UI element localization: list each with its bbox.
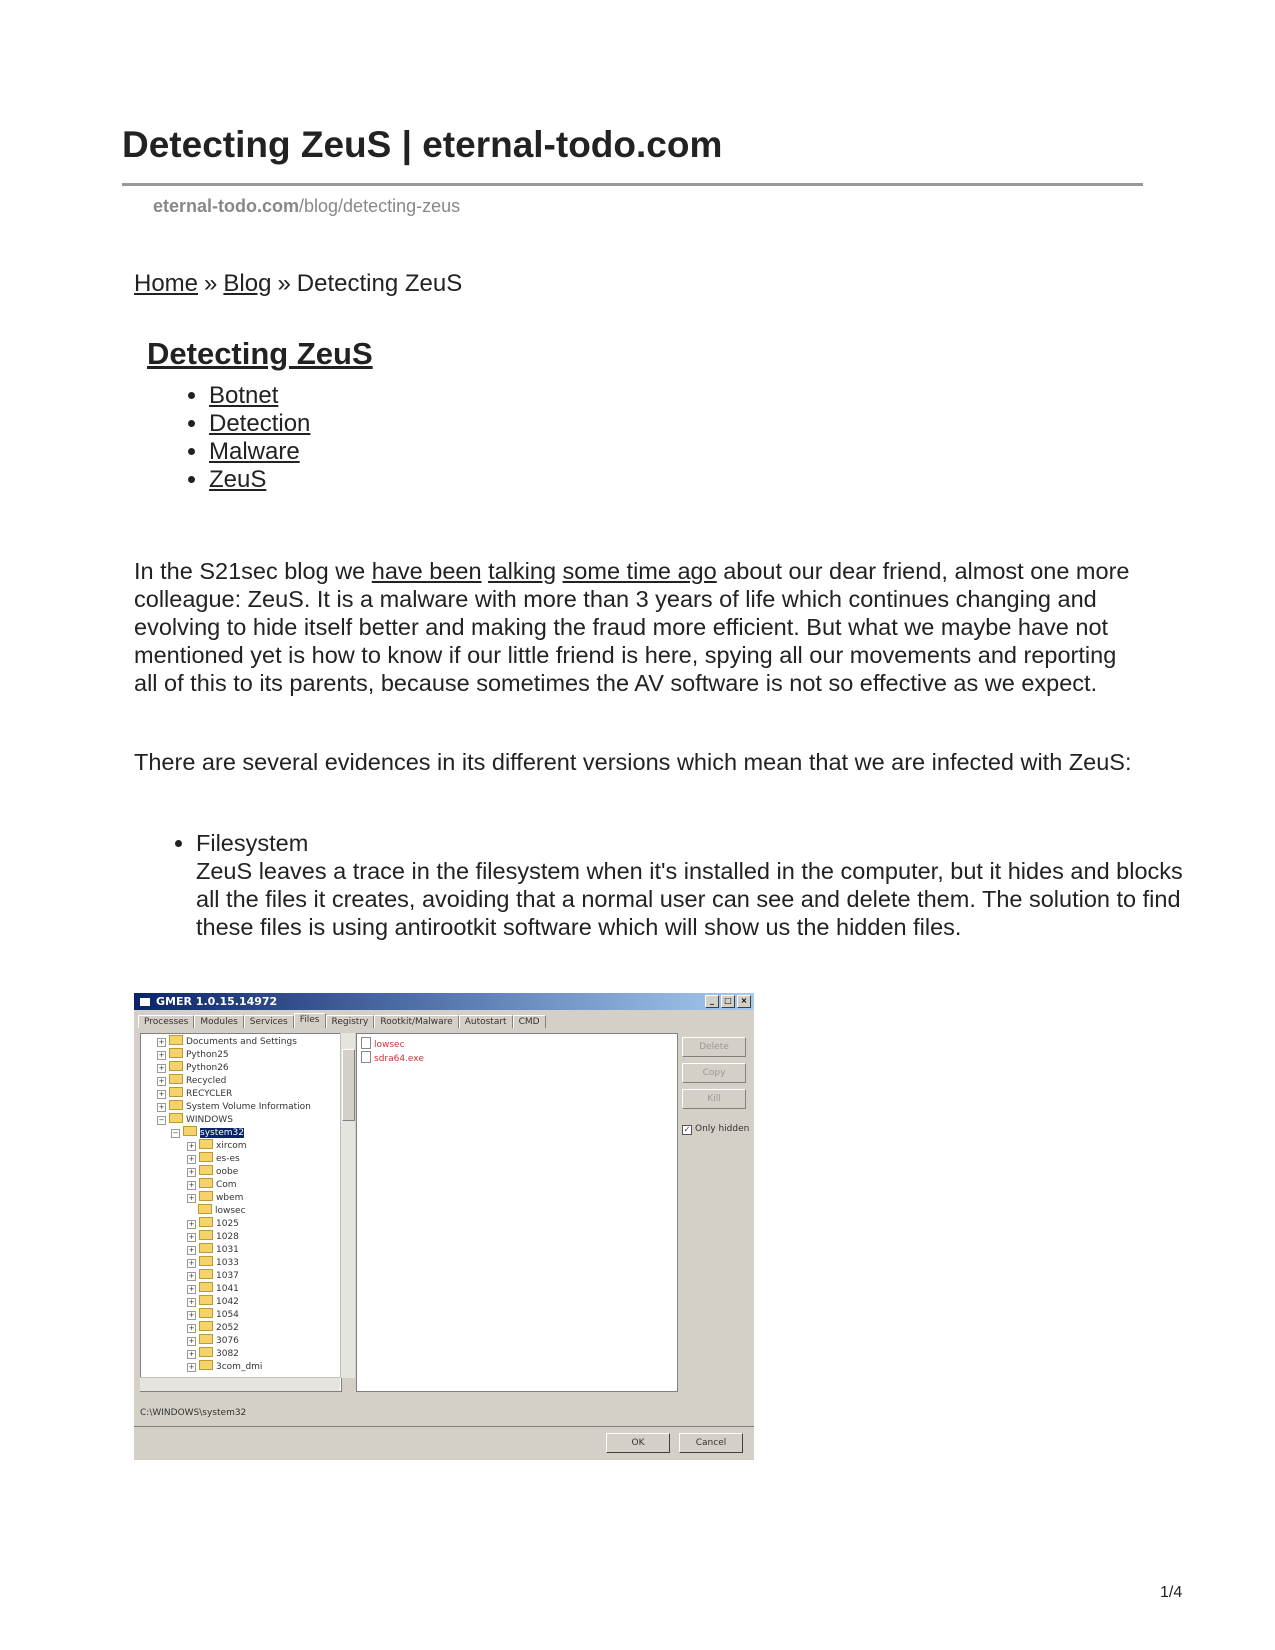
- tree-node: [187, 1178, 237, 1192]
- url-domain: eternal-todo.com: [153, 196, 300, 216]
- collapse-icon: −: [172, 1129, 179, 1137]
- collapse-icon: −: [158, 1116, 165, 1124]
- expand-icon: +: [188, 1298, 195, 1306]
- ok-button: OK: [606, 1433, 670, 1453]
- file-icon: [361, 1051, 371, 1063]
- expand-icon: +: [188, 1363, 195, 1371]
- tag-item: [209, 410, 310, 438]
- evidence-item: [196, 829, 1196, 941]
- source-url[interactable]: [153, 196, 460, 217]
- expand-icon: +: [158, 1090, 165, 1098]
- tree-node: [187, 1321, 239, 1335]
- tag-link-botnet[interactable]: Botnet: [209, 382, 279, 409]
- expand-icon: +: [158, 1103, 165, 1111]
- text-span: In the S21sec blog we: [134, 558, 372, 584]
- tag-item: [209, 382, 310, 410]
- tree-node: [187, 1295, 239, 1309]
- current-path: C:\WINDOWS\system32: [140, 1408, 247, 1418]
- scrollbar-thumb: [342, 1049, 355, 1121]
- folder-icon: [169, 1113, 183, 1123]
- tree-label: Python25: [186, 1050, 229, 1060]
- tree-label: Recycled: [186, 1076, 227, 1086]
- tree-node: [171, 1126, 244, 1140]
- expand-icon: +: [158, 1051, 165, 1059]
- tree-node: [157, 1035, 297, 1049]
- window-controls: [705, 995, 751, 1008]
- file-label: sdra64.exe: [374, 1054, 424, 1064]
- hidden-file-item: [361, 1051, 424, 1064]
- tree-label: RECYCLER: [186, 1089, 233, 1099]
- expand-icon: +: [188, 1220, 195, 1228]
- tree-label: oobe: [216, 1167, 239, 1177]
- folder-icon: [199, 1360, 213, 1370]
- folder-icon: [169, 1087, 183, 1097]
- tab-cmd: CMD: [513, 1015, 546, 1028]
- tree-label: xircom: [216, 1141, 247, 1151]
- tree-node: [187, 1347, 239, 1361]
- gmer-titlebar: [134, 993, 754, 1010]
- hidden-files-list: [356, 1033, 678, 1392]
- folder-icon: [199, 1308, 213, 1318]
- tree-label: Com: [216, 1180, 237, 1190]
- expand-icon: +: [188, 1350, 195, 1358]
- delete-button: Delete: [682, 1037, 746, 1057]
- tag-item: [209, 438, 310, 466]
- tree-node: [187, 1282, 239, 1296]
- tree-node: [187, 1191, 243, 1205]
- folder-icon: [199, 1165, 213, 1175]
- expand-icon: +: [188, 1272, 195, 1280]
- tree-node: [187, 1217, 239, 1231]
- checkmark-icon: ✓: [683, 1125, 691, 1134]
- tree-node: [187, 1256, 239, 1270]
- tree-label: 1054: [216, 1310, 239, 1320]
- talking-link[interactable]: talking: [488, 558, 557, 584]
- tree-label: Python26: [186, 1063, 229, 1073]
- expand-icon: +: [188, 1246, 195, 1254]
- title-divider: [122, 183, 1143, 186]
- tag-link-detection[interactable]: Detection: [209, 410, 311, 437]
- tree-node: [157, 1100, 311, 1114]
- tag-link-malware[interactable]: Malware: [209, 438, 300, 465]
- tree-node: [187, 1360, 262, 1374]
- tab-processes: Processes: [138, 1015, 194, 1028]
- folder-icon: [169, 1074, 183, 1084]
- folder-icon: [169, 1100, 183, 1110]
- article-title[interactable]: Detecting ZeuS: [147, 336, 373, 371]
- gmer-screenshot: [134, 993, 754, 1460]
- tree-horizontal-scrollbar: [140, 1377, 340, 1391]
- folder-file-icon: [361, 1037, 371, 1049]
- only-hidden-checkbox: [682, 1124, 749, 1135]
- page-number: 1/4: [1160, 1584, 1183, 1601]
- tree-node: [198, 1204, 246, 1218]
- tab-files: Files: [294, 1013, 326, 1028]
- folder-icon: [169, 1061, 183, 1071]
- tree-node: [187, 1230, 239, 1244]
- expand-icon: +: [188, 1337, 195, 1345]
- tag-list: [163, 382, 310, 494]
- tree-label: 1025: [216, 1219, 239, 1229]
- folder-tree: [140, 1033, 342, 1392]
- tree-node: [157, 1074, 226, 1088]
- expand-icon: +: [158, 1064, 165, 1072]
- tab-modules: Modules: [194, 1015, 243, 1028]
- tree-label: wbem: [216, 1193, 244, 1203]
- some-time-ago-link[interactable]: some time ago: [562, 558, 717, 584]
- tag-link-zeus[interactable]: ZeuS: [209, 466, 267, 493]
- tree-label: 3082: [216, 1349, 239, 1359]
- evidence-title: Filesystem: [196, 830, 309, 856]
- breadcrumb-separator: »: [204, 270, 218, 297]
- folder-icon: [199, 1152, 213, 1162]
- tree-node: [157, 1087, 232, 1101]
- evidence-intro-paragraph: There are several evidences in its different versions which mean that we are infected with ZeuS:: [134, 749, 1132, 775]
- folder-icon: [198, 1204, 212, 1214]
- tree-label: 1028: [216, 1232, 239, 1242]
- copy-button: Copy: [682, 1063, 746, 1083]
- folder-icon: [199, 1243, 213, 1253]
- expand-icon: +: [158, 1077, 165, 1085]
- folder-icon: [199, 1321, 213, 1331]
- gmer-window-title: GMER 1.0.15.14972: [156, 995, 278, 1008]
- close-icon: ×: [737, 995, 751, 1008]
- tree-node: [187, 1243, 239, 1257]
- expand-icon: +: [188, 1142, 195, 1150]
- expand-icon: +: [188, 1285, 195, 1293]
- tree-label: 3076: [216, 1336, 239, 1346]
- tree-label: es-es: [216, 1154, 240, 1164]
- kill-button: Kill: [682, 1089, 746, 1109]
- breadcrumb-separator: »: [277, 270, 291, 297]
- tab-services: Services: [244, 1015, 294, 1028]
- evidence-list: [148, 829, 1196, 941]
- tree-label-selected: system32: [200, 1128, 244, 1138]
- tab-rootkit-malware: Rootkit/Malware: [374, 1015, 458, 1028]
- tree-node: [187, 1308, 239, 1322]
- tree-label: 2052: [216, 1323, 239, 1333]
- tag-item: [209, 466, 310, 494]
- hidden-file-item: [361, 1037, 405, 1050]
- folder-icon: [183, 1126, 197, 1136]
- have-been-link[interactable]: have been: [371, 558, 482, 584]
- folder-icon: [199, 1191, 213, 1201]
- tree-node: [187, 1165, 238, 1179]
- page-title: Detecting ZeuS | eternal-todo.com: [122, 124, 723, 165]
- tree-node: [157, 1061, 229, 1075]
- expand-icon: +: [188, 1181, 195, 1189]
- file-label: lowsec: [374, 1040, 405, 1050]
- expand-icon: +: [188, 1155, 195, 1163]
- tab-registry: Registry: [326, 1015, 375, 1028]
- folder-icon: [169, 1035, 183, 1045]
- folder-icon: [199, 1269, 213, 1279]
- breadcrumb: [134, 270, 462, 298]
- gmer-tabs: [138, 1015, 546, 1028]
- evidence-text: ZeuS leaves a trace in the filesystem when it's installed in the computer, but it hides and blocks all the files it creates, avoiding that a normal user can see and delete them. The solution to find these files is using antirootkit software which will show us the hidden files.: [196, 858, 1183, 940]
- tree-label: System Volume Information: [186, 1102, 311, 1112]
- tree-label: 1042: [216, 1297, 239, 1307]
- expand-icon: +: [158, 1038, 165, 1046]
- tree-node: [187, 1334, 239, 1348]
- breadcrumb-blog-link[interactable]: Blog: [223, 270, 272, 297]
- folder-icon: [199, 1139, 213, 1149]
- breadcrumb-current: Detecting ZeuS: [296, 270, 463, 297]
- expand-icon: +: [188, 1194, 195, 1202]
- tree-node: [187, 1269, 239, 1283]
- expand-icon: +: [188, 1311, 195, 1319]
- tree-label: 1033: [216, 1258, 239, 1268]
- tree-node: [157, 1113, 233, 1127]
- breadcrumb-home-link[interactable]: Home: [134, 270, 199, 297]
- tab-autostart: Autostart: [459, 1015, 513, 1028]
- tree-vertical-scrollbar: [340, 1033, 355, 1378]
- folder-icon: [169, 1048, 183, 1058]
- tree-node: [157, 1048, 229, 1062]
- folder-icon: [199, 1256, 213, 1266]
- tree-label: Documents and Settings: [186, 1037, 297, 1047]
- tree-label: 1041: [216, 1284, 239, 1294]
- expand-icon: +: [188, 1259, 195, 1267]
- tree-label: lowsec: [215, 1206, 246, 1216]
- divider: [134, 1426, 754, 1427]
- url-path: /blog/detecting-zeus: [299, 196, 461, 216]
- text-span: about our dear friend, almost one more colleague: ZeuS. It is a malware with more than 3 years of life which continues changing and evolving to hide itself better and making the fraud more efficient. But what we maybe have not mentioned yet is how to know if our little friend is here, spying all our movements and reporting all of this to its parents, because sometimes the AV software is not so effective as we expect.: [134, 558, 1130, 696]
- app-icon: [140, 998, 150, 1006]
- tree-node: [187, 1152, 240, 1166]
- tree-label: 1037: [216, 1271, 239, 1281]
- minimize-icon: _: [705, 995, 719, 1008]
- intro-paragraph: [134, 557, 1144, 697]
- folder-icon: [199, 1282, 213, 1292]
- tree-node: [187, 1139, 247, 1153]
- expand-icon: +: [188, 1233, 195, 1241]
- checkbox-label: Only hidden: [695, 1124, 750, 1134]
- folder-icon: [199, 1178, 213, 1188]
- folder-icon: [199, 1347, 213, 1357]
- cancel-button: Cancel: [679, 1433, 743, 1453]
- maximize-icon: □: [721, 995, 735, 1008]
- expand-icon: +: [188, 1324, 195, 1332]
- folder-icon: [199, 1334, 213, 1344]
- tree-label: WINDOWS: [186, 1115, 233, 1125]
- tree-label: 1031: [216, 1245, 239, 1255]
- tree-label: 3com_dmi: [216, 1362, 263, 1372]
- folder-icon: [199, 1295, 213, 1305]
- folder-icon: [199, 1217, 213, 1227]
- expand-icon: +: [188, 1168, 195, 1176]
- folder-icon: [199, 1230, 213, 1240]
